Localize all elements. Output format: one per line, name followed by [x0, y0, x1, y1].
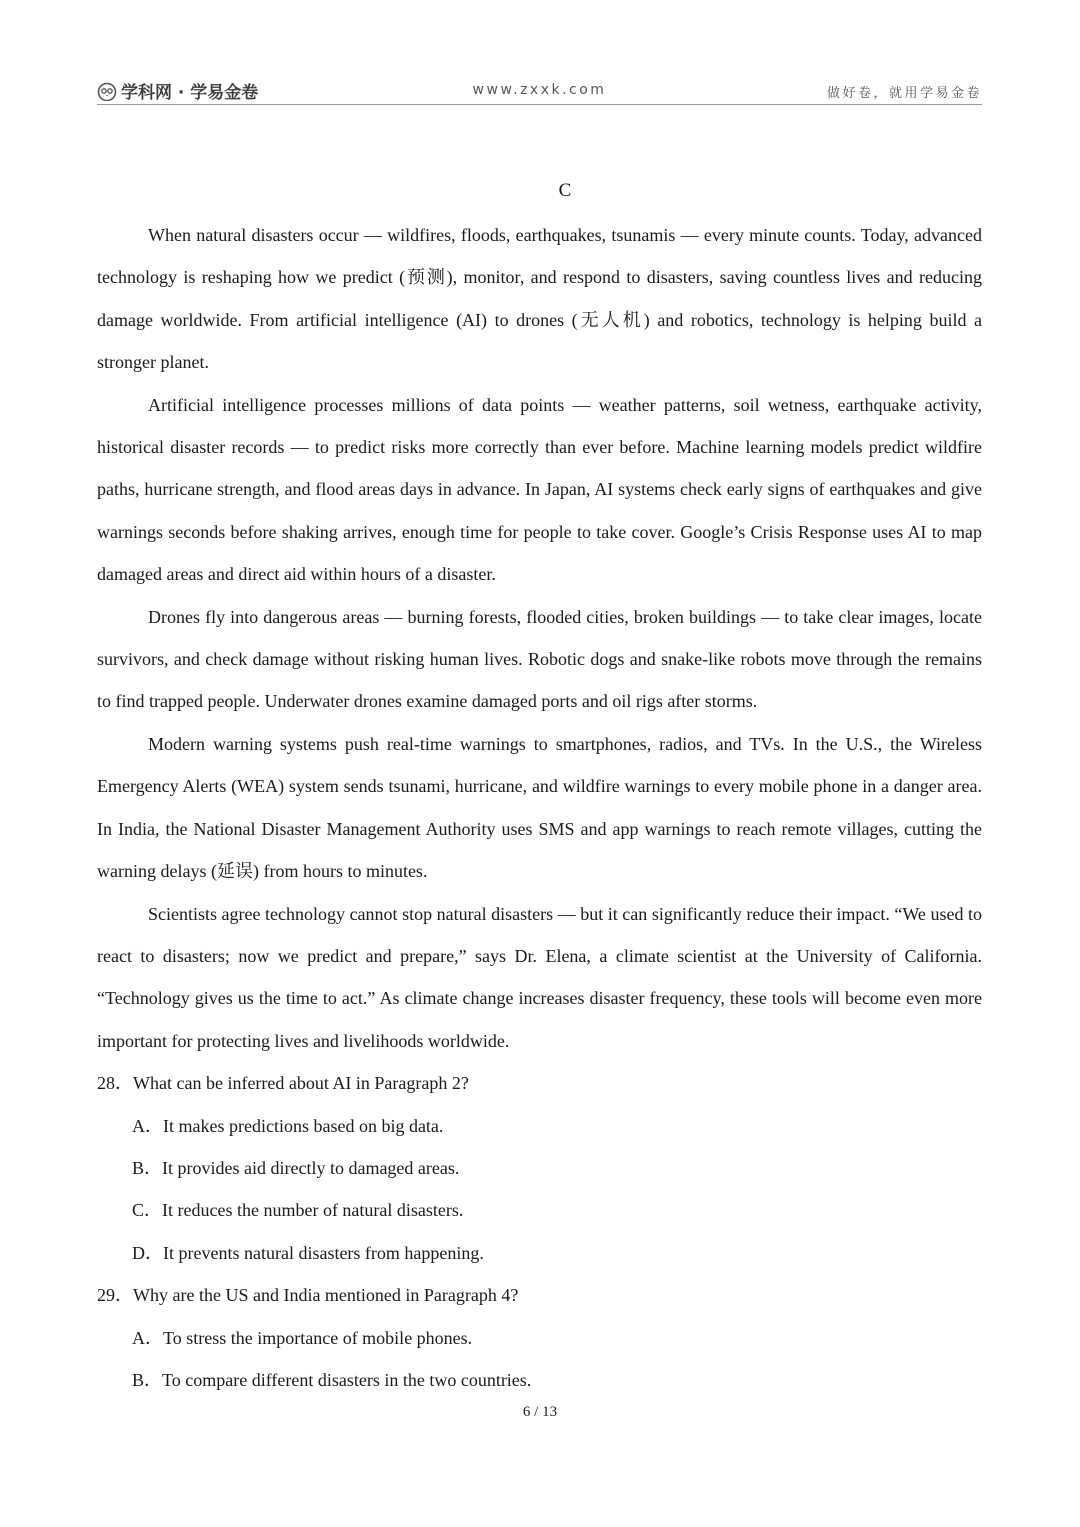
question-29 [97, 1274, 982, 1401]
option-c: C．It reduces the number of natural disasters. [132, 1200, 464, 1221]
site-url: www.zxxk.com [472, 82, 607, 98]
logo-text: 学科网 · 学易金卷 [121, 83, 259, 103]
paragraph-1: When natural disasters occur — wildfires, floods, earthquakes, tsunamis — every minute counts. Today, advanced technology is reshaping how we predict (预测), monitor, and respond to disasters, saving countless lives and reducing damage worldwide. From artificial intelligence (AI) to drones (无人机) and robotics, technology is helping build a stronger planet. [97, 225, 982, 373]
site-logo [97, 78, 258, 103]
option-b: B．To compare different disasters in the two countries. [132, 1369, 532, 1390]
paragraph-5: Scientists agree technology cannot stop natural disasters — but it can significantly reduce their impact. “We used to react to disasters; now we predict and prepare,” says Dr. Elena, a climate scientist at the University of California. “Technology gives us the time to act.” As climate change increases disaster frequency, these tools will become even more important for protecting lives and livelihoods worldwide. [97, 903, 982, 1051]
header-slogan: 做好卷，就用学易金卷 [826, 86, 982, 101]
option-b: B．It provides aid directly to damaged areas. [132, 1157, 460, 1178]
owl-logo-icon [97, 81, 117, 101]
section-letter: C [558, 180, 572, 201]
option-d: D．It prevents natural disasters from happening. [132, 1242, 484, 1263]
question-stem: 29．Why are the US and India mentioned in Paragraph 4? [97, 1285, 519, 1306]
paragraph-4: Modern warning systems push real-time warnings to smartphones, radios, and TVs. In the U.S., the Wireless Emergency Alerts (WEA) system sends tsunami, hurricane, and wildfire warnings to every mobile phone in a danger area. In India, the National Disaster Management Authority uses SMS and app warnings to reach remote villages, cutting the warning delays (延误) from hours to minutes. [97, 733, 982, 882]
option-a: A．It makes predictions based on big data. [132, 1115, 444, 1136]
option-a: A．To stress the importance of mobile phones. [132, 1327, 473, 1348]
paragraph-3: Drones fly into dangerous areas — burning forests, flooded cities, broken buildings — to take clear images, locate survivors, and check damage without risking human lives. Robotic dogs and snake-like robots move through the remains to find trapped people. Underwater drones examine damaged ports and oil rigs after storms. [97, 606, 982, 712]
reading-passage [97, 214, 982, 1401]
page-number: 6 / 13 [522, 1404, 558, 1420]
question-stem: 28．What can be inferred about AI in Paragraph 2? [97, 1073, 469, 1094]
paragraph-2: Artificial intelligence processes millions of data points — weather patterns, soil wetness, earthquake activity, historical disaster records — to predict risks more correctly than ever before. Machine learning models predict wildfire paths, hurricane strength, and flood areas days in advance. In Japan, AI systems check early signs of earthquakes and give warnings seconds before shaking arrives, enough time for people to take cover. Google’s Crisis Response uses AI to map damaged areas and direct aid within hours of a disaster. [97, 394, 982, 585]
question-28 [97, 1062, 982, 1274]
page-header [97, 74, 982, 105]
